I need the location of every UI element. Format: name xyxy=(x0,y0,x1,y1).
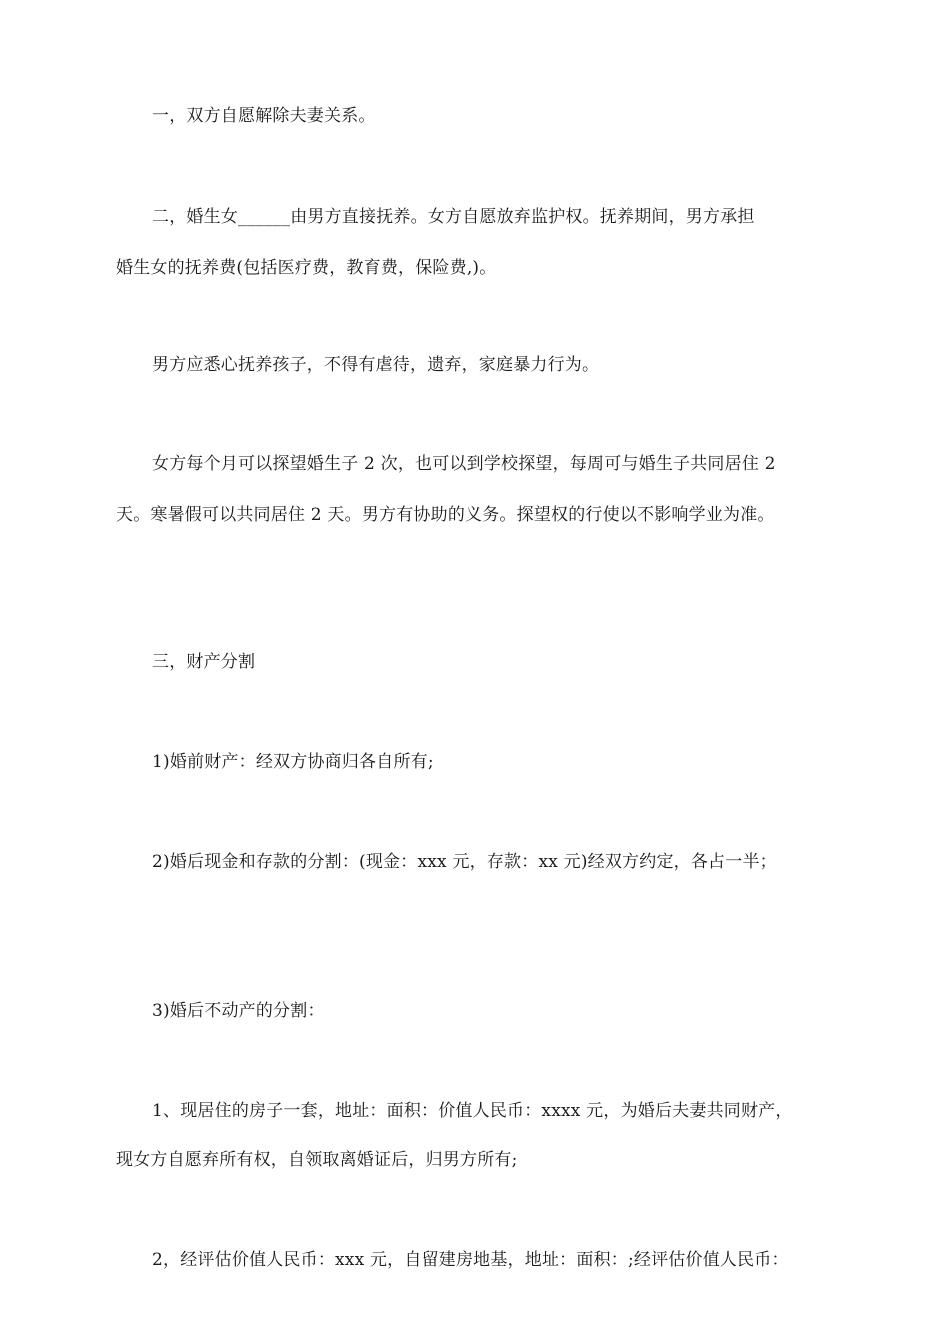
custody-duty-line: 男方应悉心抚养孩子，不得有虐待，遗弃，家庭暴力行为。 xyxy=(152,355,600,375)
house-clause-line-2: 现女方自愿弃所有权，自领取离婚证后，归男方所有; xyxy=(116,1150,518,1170)
clause-two-line-1: 二，婚生女______由男方直接抚养。女方自愿放弃监护权。抚养期间，男方承担 xyxy=(152,207,755,227)
premarital-property-line: 1)婚前财产：经双方协商归各自所有; xyxy=(152,752,434,772)
clause-three-heading: 三，财产分割 xyxy=(152,652,256,672)
clause-two-line-2: 婚生女的抚养费(包括医疗费，教育费，保险费,)。 xyxy=(116,258,497,278)
land-clause-line: 2，经评估价值人民币：xxx 元，自留建房地基，地址：面积：;经评估价值人民币： xyxy=(152,1250,789,1270)
cash-deposit-line: 2)婚后现金和存款的分割：(现金：xxx 元，存款：xx 元)经双方约定，各占一半； xyxy=(152,852,777,872)
visitation-line-1: 女方每个月可以探望婚生子 2 次，也可以到学校探望，每周可与婚生子共同居住 2 xyxy=(152,454,776,474)
house-clause-line-1: 1、现居住的房子一套，地址：面积：价值人民币：xxxx 元，为婚后夫妻共同财产， xyxy=(152,1101,793,1121)
clause-one-line: 一，双方自愿解除夫妻关系。 xyxy=(152,106,376,126)
real-estate-heading: 3)婚后不动产的分割： xyxy=(152,1001,325,1021)
visitation-line-2: 天。寒暑假可以共同居住 2 天。男方有协助的义务。探望权的行使以不影响学业为准。 xyxy=(116,505,775,525)
